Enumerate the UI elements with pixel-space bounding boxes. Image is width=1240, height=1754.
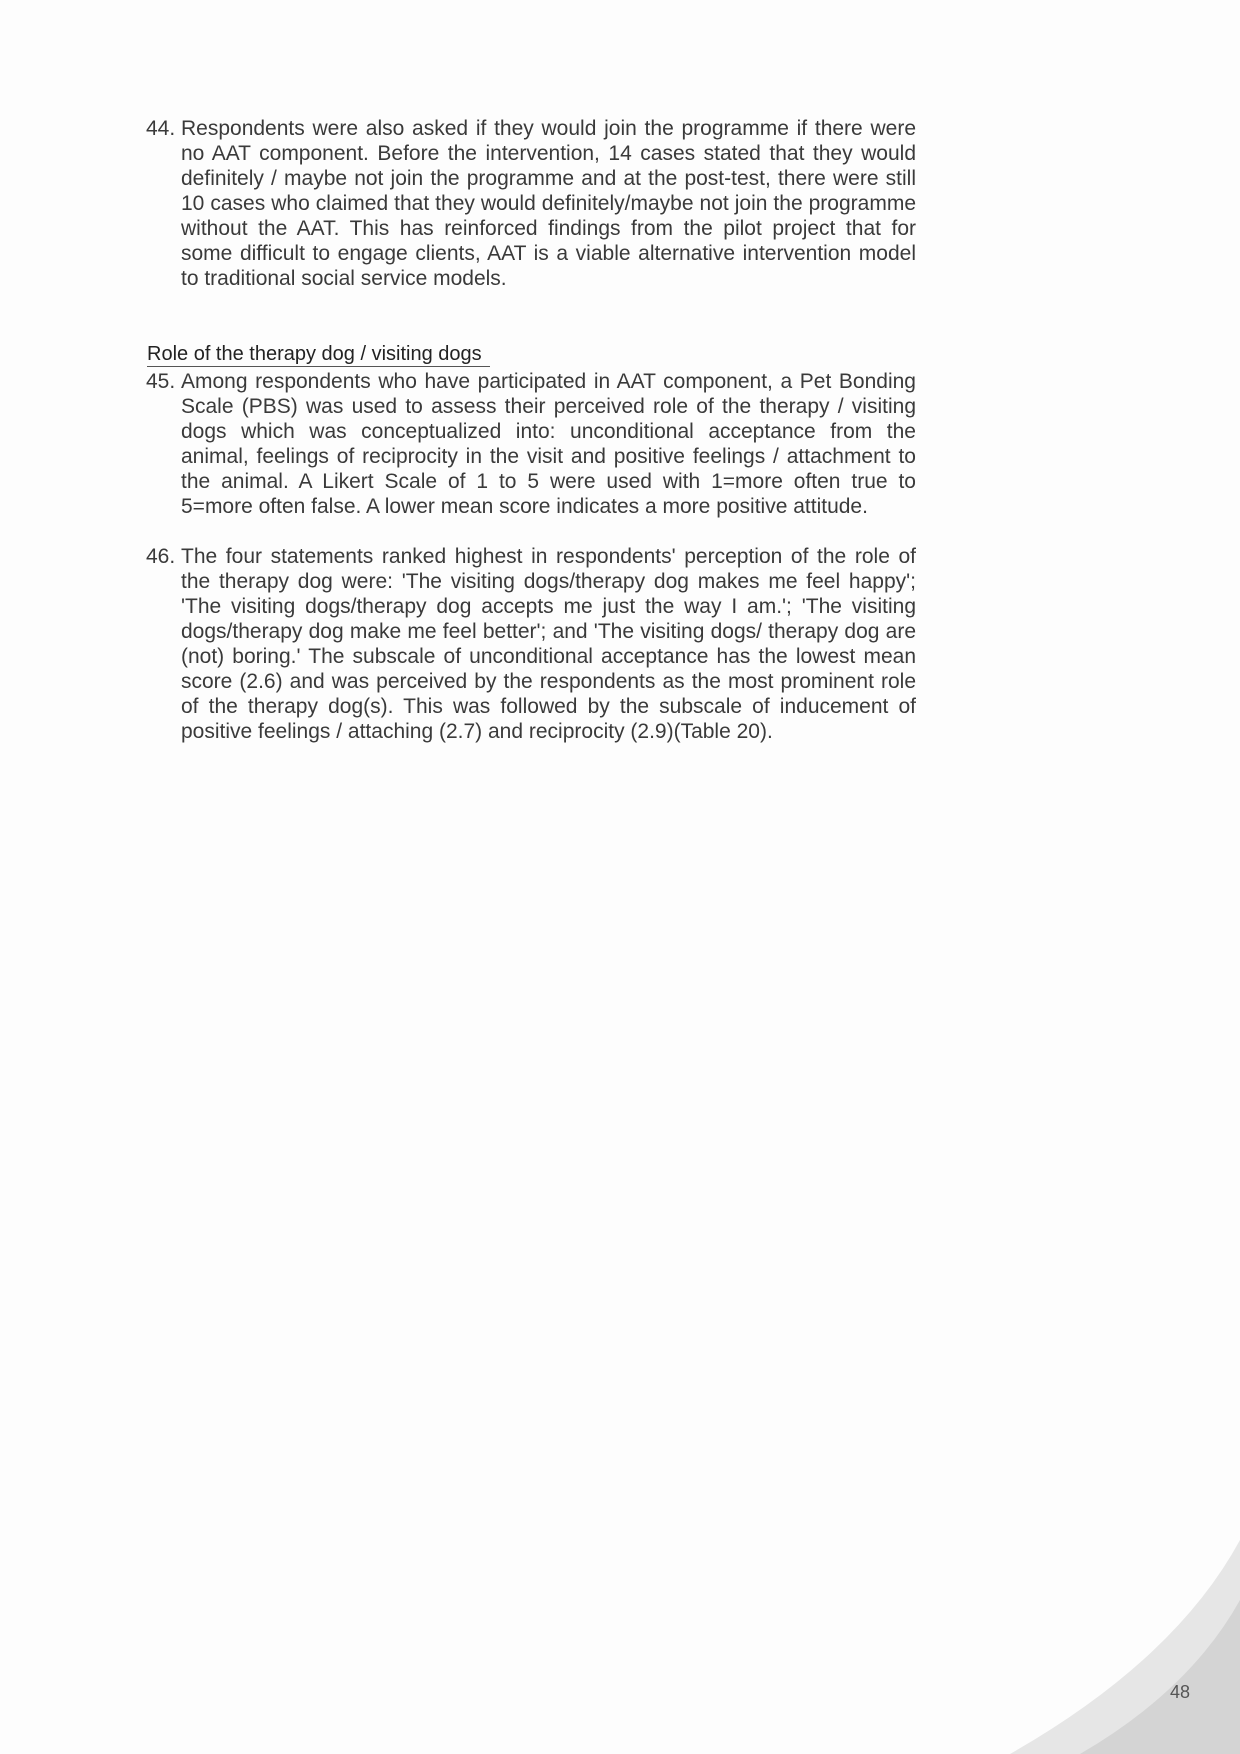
page-number: 48 xyxy=(1170,1682,1191,1702)
paragraph-44 xyxy=(146,116,916,291)
paragraph-text: Among respondents who have participated in AAT component, a Pet Bonding Scale (PBS) was used to assess their perceived role of the therapy / visiting dogs which was conceptualized into: unconditional acceptance from the animal, feelings of reciprocity in the visit and positive feelings / attachment to the animal. A Likert Scale of 1 to 5 were used with 1=more often true to 5=more often false. A lower mean score indicates a more positive attitude. xyxy=(181,370,916,518)
paragraph-45 xyxy=(146,369,916,519)
paragraph-number: 44. xyxy=(146,117,176,140)
paragraph-text: Respondents were also asked if they would join the programme if there were no AAT component. Before the intervention, 14 cases stated that they would definitely / maybe not join the programme and at the post-test, there were still 10 cases who claimed that they would definitely/maybe not join the programme without the AAT. This has reinforced findings from the pilot project that for some difficult to engage clients, AAT is a viable alternative intervention model to traditional social service models. xyxy=(181,117,916,290)
paragraph-46 xyxy=(146,544,916,744)
body-content xyxy=(146,116,916,744)
paragraph-number: 46. xyxy=(146,545,176,568)
section-heading: Role of the therapy dog / visiting dogs xyxy=(147,342,490,367)
paragraph-number: 45. xyxy=(146,370,176,393)
paragraph-text: The four statements ranked highest in respondents' perception of the role of the therapy dog were: 'The visiting dogs/therapy dog makes me feel happy'; 'The visiting dogs/therapy dog accepts me just the way I am.'; 'The visiting dogs/therapy dog make me feel better'; and 'The visiting dogs/ therapy dog are (not) boring.' The subscale of unconditional acceptance has the lowest mean score (2.6) and was perceived by the respondents as the most prominent role of the therapy dog(s). This was followed by the subscale of inducement of positive feelings / attaching (2.7) and reciprocity (2.9)(Table 20). xyxy=(181,545,916,743)
